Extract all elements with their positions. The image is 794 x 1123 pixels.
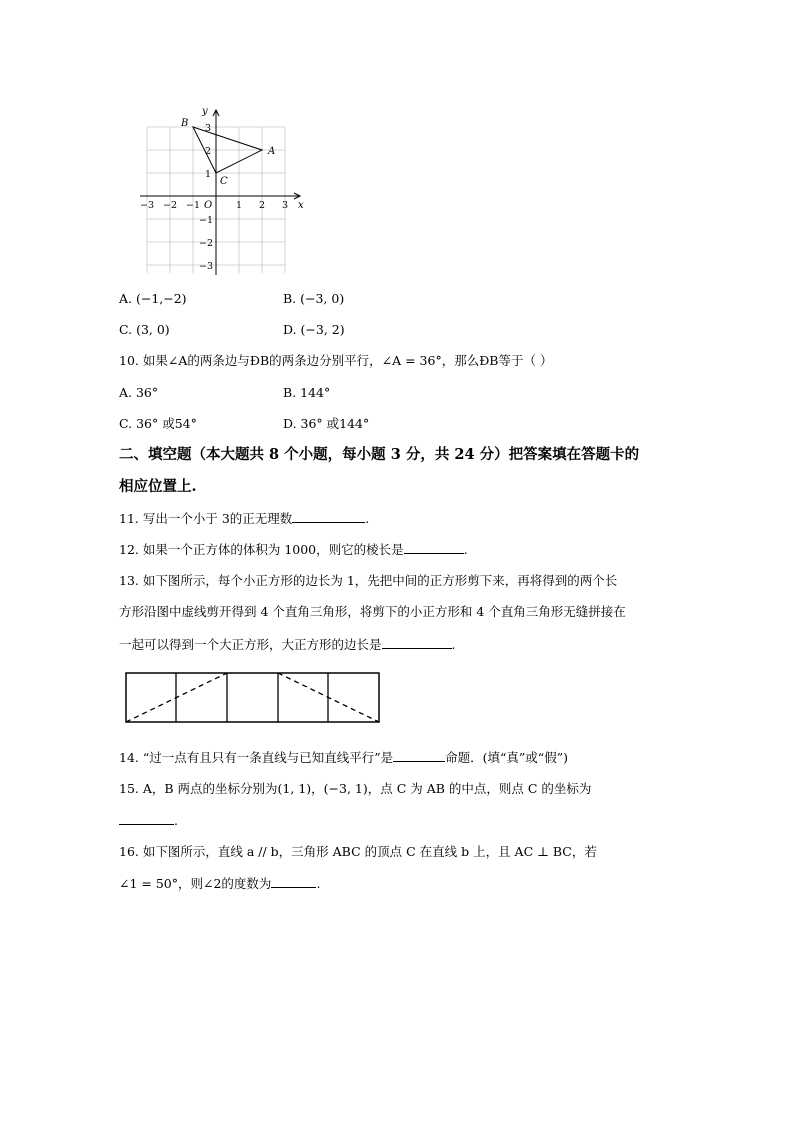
q12-answer-blank[interactable] [404, 540, 464, 554]
section-heading: 二、填空题（本大题共 8 个小题，每小题 3 分，共 24 分）把答案填在答题卡的 [119, 446, 640, 463]
q12-text: 12. 如果一个正方体的体积为 1000，则它的棱长是 [119, 542, 404, 557]
q12-question [119, 540, 468, 559]
y-tick-label: −3 [198, 261, 213, 272]
y-axis-label: y [202, 106, 208, 117]
y-tick-label: −1 [198, 215, 213, 226]
q9-option-c: C. (3, 0) [119, 322, 170, 337]
coordinate-graph [0, 95, 794, 385]
point-a-label: A [268, 146, 276, 157]
q14-rest: 命题．(填“真”或“假”) [445, 750, 568, 765]
q9-option-a: A. (−1,−2) [119, 291, 187, 306]
q16-answer-blank[interactable] [271, 874, 316, 888]
q13-line3 [119, 635, 456, 654]
q10-option-a: A. 36° [119, 385, 159, 400]
q10-question: 10. 如果∠A的两条边与ÐB的两条边分别平行，∠A = 36°，那么ÐB等于（ ） [119, 353, 553, 368]
q16-line1: 16. 如下图所示，直线 a // b，三角形 ABC 的顶点 C 在直线 b 上，且 AC ⊥ BC，若 [119, 844, 597, 859]
origin-label: O [204, 200, 213, 211]
q12-end: . [463, 542, 468, 557]
q15-line1: 15. A，B 两点的坐标分别为(1, 1)，(−3, 1)，点 C 为 AB 的中点，则点 C 的坐标为 [119, 781, 592, 796]
y-tick-label: 3 [204, 123, 211, 134]
x-tick-label: 1 [235, 200, 243, 211]
q14-answer-blank[interactable] [393, 748, 445, 762]
q11-end: . [365, 511, 370, 526]
q10-option-b: B. 144° [283, 385, 331, 400]
x-tick-label: −1 [185, 200, 201, 211]
q10-option-d: D. 36° 或144° [283, 416, 370, 431]
x-tick-label: −3 [139, 200, 155, 211]
q14-question [119, 748, 568, 767]
y-tick-label: 1 [204, 169, 211, 180]
x-axis-label: x [298, 200, 304, 211]
q13-answer-blank[interactable] [382, 635, 452, 649]
q16-end: . [316, 876, 321, 891]
q14-text: 14. “过一点有且只有一条直线与已知直线平行”是 [119, 750, 394, 765]
q15-answer-blank[interactable] [119, 811, 174, 825]
q9-option-b: B. (−3, 0) [283, 291, 345, 306]
q13-line1: 13. 如下图所示，每个小正方形的边长为 1，先把中间的正方形剪下来，再将得到的两个长 [119, 573, 618, 588]
q9-option-d: D. (−3, 2) [283, 322, 345, 337]
point-b-label: B [181, 118, 189, 129]
q15-end: . [174, 813, 178, 828]
point-c-label: C [220, 176, 228, 187]
squares-figure [124, 670, 386, 726]
axes [140, 110, 300, 275]
q11-text: 11. 写出一个小于 3的正无理数 [119, 511, 293, 526]
q11-question [119, 509, 369, 528]
x-tick-label: −2 [162, 200, 178, 211]
y-tick-label: 2 [204, 146, 211, 157]
q13-end: . [451, 637, 456, 652]
q15-line2 [119, 811, 178, 830]
q13-text: 一起可以得到一个大正方形，大正方形的边长是 [119, 637, 382, 652]
q13-line2: 方形沿图中虚线剪开得到 4 个直角三角形，将剪下的小正方形和 4 个直角三角形无缝拼接在 [119, 604, 626, 619]
y-tick-label: −2 [198, 238, 213, 249]
section-heading-cont: 相应位置上. [119, 478, 197, 495]
x-tick-label: 2 [258, 200, 266, 211]
q16-line2 [119, 874, 320, 893]
x-tick-label: 3 [281, 200, 289, 211]
q11-answer-blank[interactable] [292, 509, 365, 523]
q10-option-c: C. 36° 或54° [119, 416, 197, 431]
q16-text: ∠1 = 50°，则∠2的度数为 [119, 876, 272, 891]
